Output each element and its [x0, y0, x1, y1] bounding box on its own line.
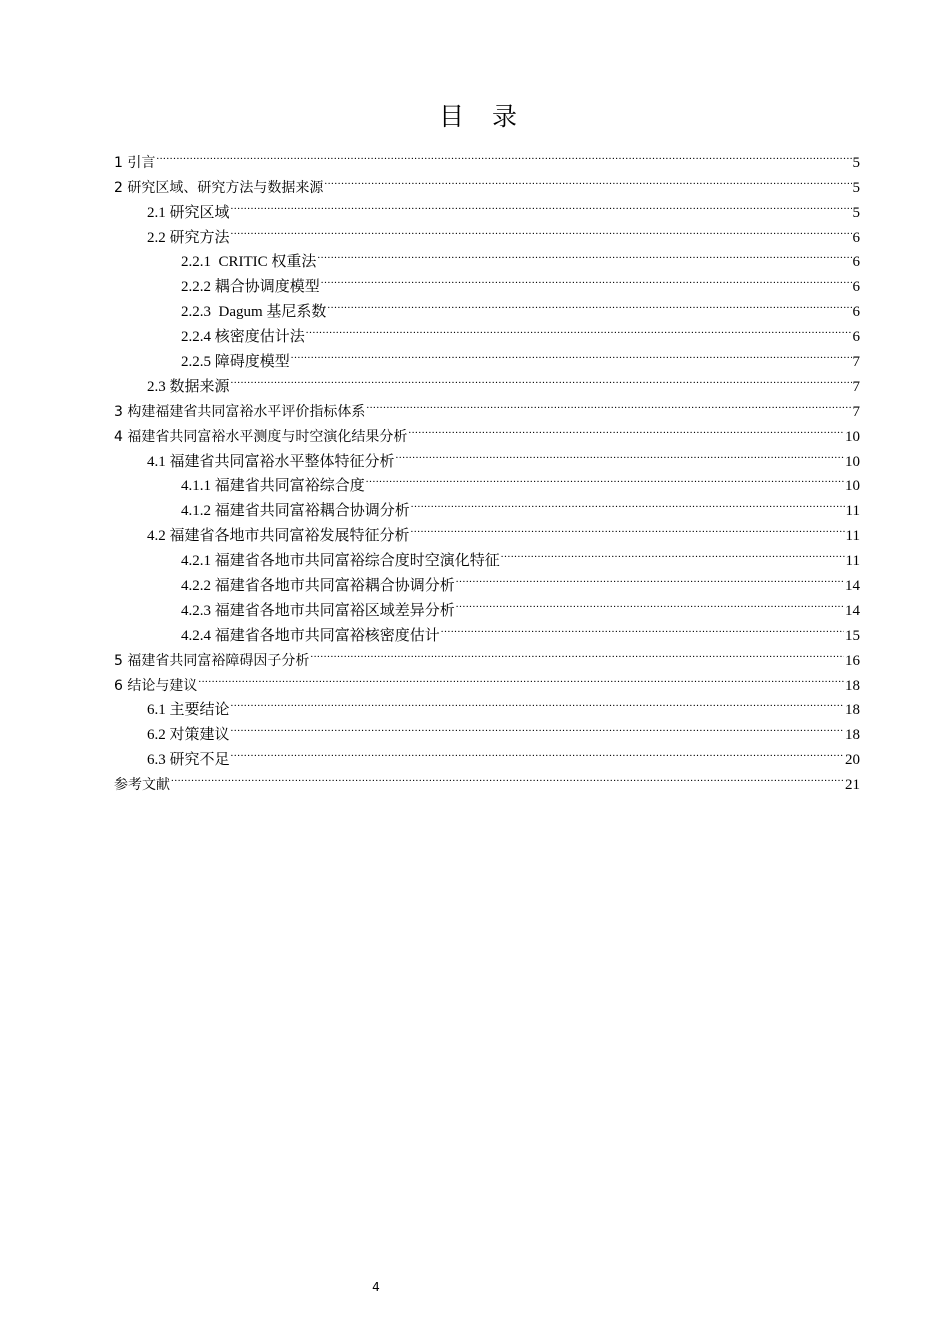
toc-leader-dots	[441, 615, 844, 640]
toc-leader-dots	[317, 242, 851, 267]
toc-entry-text: 6 结论与建议	[114, 677, 198, 694]
toc-entry-text: 2.2.4 核密度估计法	[181, 329, 305, 346]
toc-entry-page: 11	[845, 553, 860, 570]
toc-entry-page: 5	[852, 154, 860, 171]
toc-entry-page: 5	[852, 179, 860, 196]
toc-leader-dots	[171, 764, 844, 789]
toc-entry-text: 6.3 研究不足	[147, 752, 230, 769]
toc-leader-dots	[411, 490, 845, 515]
toc-entry-text: 2.1 研究区域	[147, 204, 230, 221]
toc-entry-page: 18	[845, 677, 860, 694]
toc-leader-dots	[231, 217, 852, 242]
toc-entry-page: 6	[852, 279, 860, 296]
toc-leader-dots	[456, 565, 844, 590]
toc-leader-dots	[327, 291, 851, 316]
toc-entry-text: 3 构建福建省共同富裕水平评价指标体系	[114, 403, 366, 420]
toc-entry-page: 7	[852, 403, 860, 420]
toc-entry-page: 6	[852, 304, 860, 321]
toc-leader-dots	[366, 391, 851, 416]
toc-entry[interactable]	[114, 764, 860, 794]
toc-entry-page: 14	[845, 602, 860, 619]
toc-entry[interactable]	[114, 665, 860, 694]
toc-entry-text: 4.2.2 福建省各地市共同富裕耦合协调分析	[181, 578, 455, 595]
toc-entry-text: 4.1 福建省共同富裕水平整体特征分析	[147, 453, 395, 470]
toc-leader-dots	[156, 142, 851, 167]
toc-entry-text: 5 福建省共同富裕障碍因子分析	[114, 652, 310, 669]
toc-entry-text: 2.2.2 耦合协调度模型	[181, 279, 320, 296]
toc-entry-text: 4.1.1 福建省共同富裕综合度	[181, 478, 365, 495]
toc-leader-dots	[231, 739, 844, 764]
toc-leader-dots	[321, 266, 852, 291]
toc-entry-page: 6	[852, 229, 860, 246]
toc-leader-dots	[310, 640, 844, 665]
toc-entry-page: 15	[845, 627, 860, 644]
toc-entry-text: 4.2.4 福建省各地市共同富裕核密度估计	[181, 627, 440, 644]
toc-leader-dots	[324, 167, 851, 192]
toc-entry-text: 4.1.2 福建省共同富裕耦合协调分析	[181, 503, 410, 520]
toc-leader-dots	[231, 690, 844, 715]
toc-entry-page: 7	[852, 354, 860, 371]
toc-entry-page: 21	[845, 777, 860, 794]
toc-leader-dots	[411, 515, 845, 540]
toc-entry-page: 7	[852, 378, 860, 395]
toc-entry[interactable]	[114, 142, 860, 171]
toc-list	[114, 142, 860, 794]
toc-entry-text: 4.2 福建省各地市共同富裕发展特征分析	[147, 528, 410, 545]
toc-entry-text: 参考文献	[114, 777, 170, 794]
toc-entry-page: 18	[845, 702, 860, 719]
toc-entry-text: 4 福建省共同富裕水平测度与时空演化结果分析	[114, 428, 408, 445]
toc-entry-text: 2.3 数据来源	[147, 378, 230, 395]
toc-entry-page: 10	[845, 453, 860, 470]
toc-entry-text: 6.1 主要结论	[147, 702, 230, 719]
toc-leader-dots	[306, 316, 852, 341]
toc-leader-dots	[231, 192, 852, 217]
toc-leader-dots	[456, 590, 844, 615]
toc-entry-page: 14	[845, 578, 860, 595]
toc-leader-dots	[198, 665, 844, 690]
toc-entry-page: 10	[845, 428, 860, 445]
toc-entry-text: 4.2.3 福建省各地市共同富裕区域差异分析	[181, 602, 455, 619]
toc-entry[interactable]	[114, 167, 860, 196]
toc-entry-text: 2 研究区域、研究方法与数据来源	[114, 179, 324, 196]
toc-entry-page: 6	[852, 254, 860, 271]
toc-entry-text: 2.2.5 障碍度模型	[181, 354, 290, 371]
toc-entry-page: 11	[845, 528, 860, 545]
toc-entry-text: 2.2.1 CRITIC 权重法	[181, 254, 317, 271]
toc-leader-dots	[408, 416, 844, 441]
toc-entry-page: 11	[845, 503, 860, 520]
toc-entry-page: 20	[845, 752, 860, 769]
toc-leader-dots	[396, 441, 844, 466]
toc-title: 目 录	[439, 102, 527, 131]
toc-entry-text: 2.2 研究方法	[147, 229, 230, 246]
toc-entry-page: 5	[852, 204, 860, 221]
toc-leader-dots	[366, 466, 844, 491]
toc-entry-text: 4.2.1 福建省各地市共同富裕综合度时空演化特征	[181, 553, 500, 570]
toc-entry-page: 10	[845, 478, 860, 495]
toc-leader-dots	[231, 366, 852, 391]
toc-entry-text: 1 引言	[114, 154, 156, 171]
toc-entry-text: 6.2 对策建议	[147, 727, 230, 744]
toc-entry-page: 6	[852, 329, 860, 346]
page-number: 4	[372, 1280, 380, 1294]
toc-leader-dots	[291, 341, 852, 366]
toc-entry-page: 16	[845, 652, 860, 669]
toc-entry-page: 18	[845, 727, 860, 744]
toc-leader-dots	[501, 540, 845, 565]
toc-entry[interactable]	[114, 690, 860, 719]
toc-entry-text: 2.2.3 Dagum 基尼系数	[181, 304, 327, 321]
toc-leader-dots	[231, 714, 844, 739]
